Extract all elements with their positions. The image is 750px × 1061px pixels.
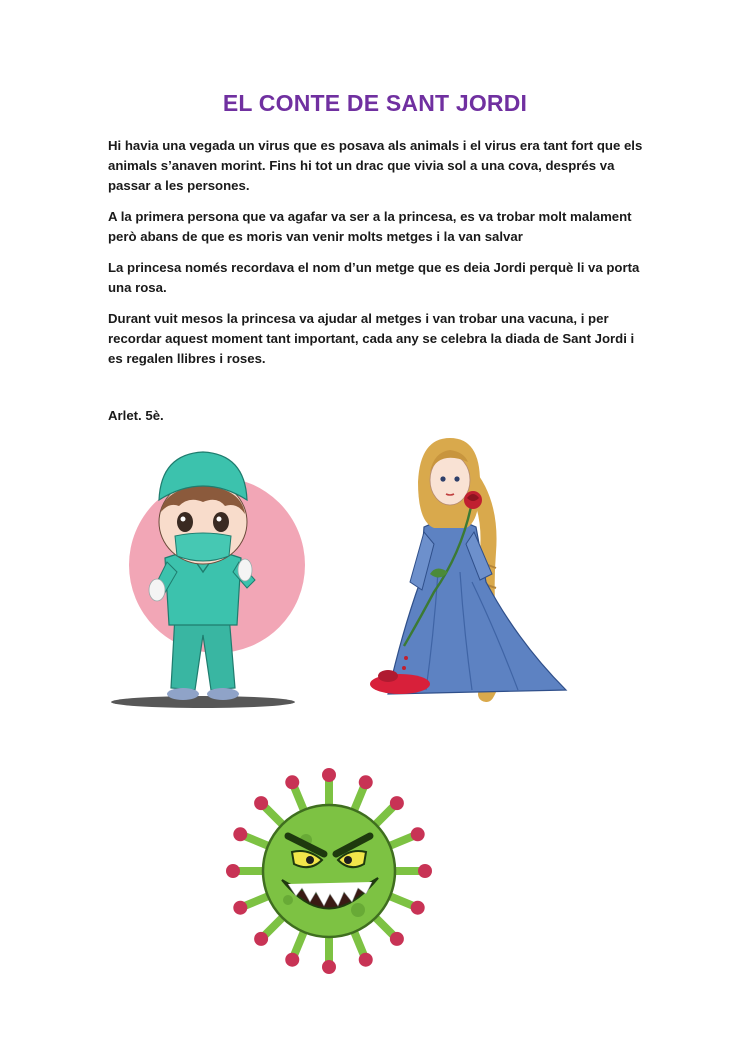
virus-spike-tip <box>322 960 336 974</box>
virus-spike-tip <box>233 827 247 841</box>
virus-spike-tip <box>285 775 299 789</box>
virus-spike-tip <box>359 953 373 967</box>
virus-spike-tip <box>359 775 373 789</box>
virus-spike-tip <box>418 864 432 878</box>
story-paragraph-1: Hi havia una vegada un virus que es posava als animals i el virus era tant fort que els animals s’anaven morint. Fins hi tot un drac que vivia sol a una cova, després va passar a les persones. <box>108 138 643 193</box>
floor-shadow <box>111 696 295 708</box>
virus-spike-tip <box>254 932 268 946</box>
virus-spike-tip <box>233 901 247 915</box>
virus-spike-tip <box>226 864 240 878</box>
princess-illustration <box>368 432 578 704</box>
virus-spike-tip <box>254 796 268 810</box>
author-signature: Arlet. 5è. <box>108 408 164 423</box>
story-paragraph-4: Durant vuit mesos la princesa va ajudar al metges i van trobar una vacuna, i per recordar aquest moment tant important, cada any se celebra la diada de Sant Jordi i es regalen llibres i roses. <box>108 311 635 366</box>
page-title: EL CONTE DE SANT JORDI <box>222 90 528 116</box>
doctor-illustration <box>105 440 310 715</box>
story-text <box>108 136 648 380</box>
virus-spike-tip <box>390 932 404 946</box>
story-paragraph-3: La princesa només recordava el nom d’un metge que es deia Jordi perquè li va porta una rosa. <box>108 260 640 295</box>
virus-illustration <box>218 760 440 982</box>
virus-spike-tip <box>285 953 299 967</box>
virus-spike-tip <box>411 827 425 841</box>
virus-spike-tip <box>411 901 425 915</box>
virus-spike-tip <box>390 796 404 810</box>
story-paragraph-2: A la primera persona que va agafar va ser a la princesa, es va trobar molt malament però abans de que es moris van venir molts metges i la van salvar <box>108 209 632 244</box>
virus-spike-tip <box>322 768 336 782</box>
virus-body <box>263 805 395 937</box>
